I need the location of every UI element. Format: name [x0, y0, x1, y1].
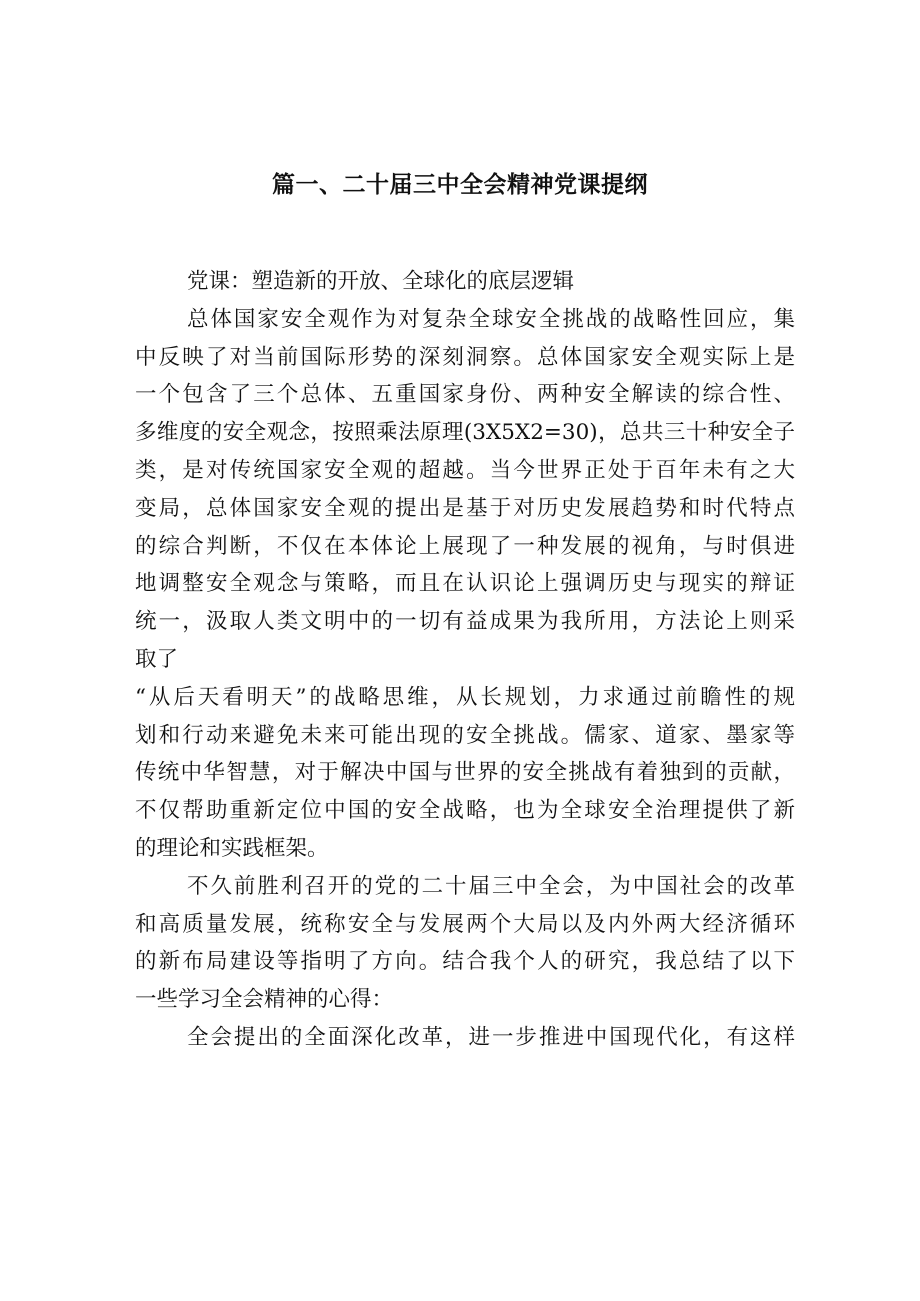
document-title: 篇一、二十届三中全会精神党课提纲: [272, 172, 648, 198]
text-line: 全会提出的全面深化改革，进一步推进中国现代化，有这样: [187, 1024, 795, 1050]
text-line: 党课：塑造新的开放、全球化的底层逻辑: [187, 269, 575, 294]
text-line: 一些学习全会精神的心得：: [135, 987, 394, 1013]
text-line: 类，是对传统国家安全观的超越。当今世界正处于百年未有之大: [135, 457, 795, 483]
text-line: 变局，总体国家安全观的提出是基于对历史发展趋势和时代特点: [135, 495, 795, 521]
text-line: 地调整安全观念与策略，而且在认识论上强调历史与现实的辩证: [135, 571, 795, 597]
text-line: 的综合判断，不仅在本体论上展现了一种发展的视角，与时俱进: [135, 533, 795, 559]
text-line: “从后天看明天”的战略思维，从长规划，力求通过前瞻性的规: [135, 684, 795, 710]
text-line: 取了: [135, 646, 179, 672]
text-line: 多维度的安全观念，按照乘法原理(3X5X2=30)，总共三十种安全子: [135, 420, 795, 446]
text-line: 不久前胜利召开的党的二十届三中全会，为中国社会的改革: [187, 873, 795, 899]
text-line: 和高质量发展，统称安全与发展两个大局以及内外两大经济循环: [135, 911, 795, 937]
document-body: [135, 263, 795, 1057]
text-line: 划和行动来避免未来可能出现的安全挑战。儒家、道家、墨家等: [135, 722, 795, 748]
text-line: 中反映了对当前国际形势的深刻洞察。总体国家安全观实际上是: [135, 344, 795, 370]
text-line: 统一，汲取人类文明中的一切有益成果为我所用，方法论上则采: [135, 609, 795, 635]
text-line: 不仅帮助重新定位中国的安全战略，也为全球安全治理提供了新: [135, 798, 795, 824]
text-line: 的理论和实践框架。: [135, 835, 329, 861]
text-line: 一个包含了三个总体、五重国家身份、两种安全解读的综合性、: [135, 382, 795, 408]
text-line: 总体国家安全观作为对复杂全球安全挑战的战略性回应，集: [187, 306, 795, 332]
text-line: 的新布局建设等指明了方向。结合我个人的研究，我总结了以下: [135, 949, 795, 975]
text-line: 传统中华智慧，对于解决中国与世界的安全挑战有着独到的贡献，: [135, 760, 795, 786]
